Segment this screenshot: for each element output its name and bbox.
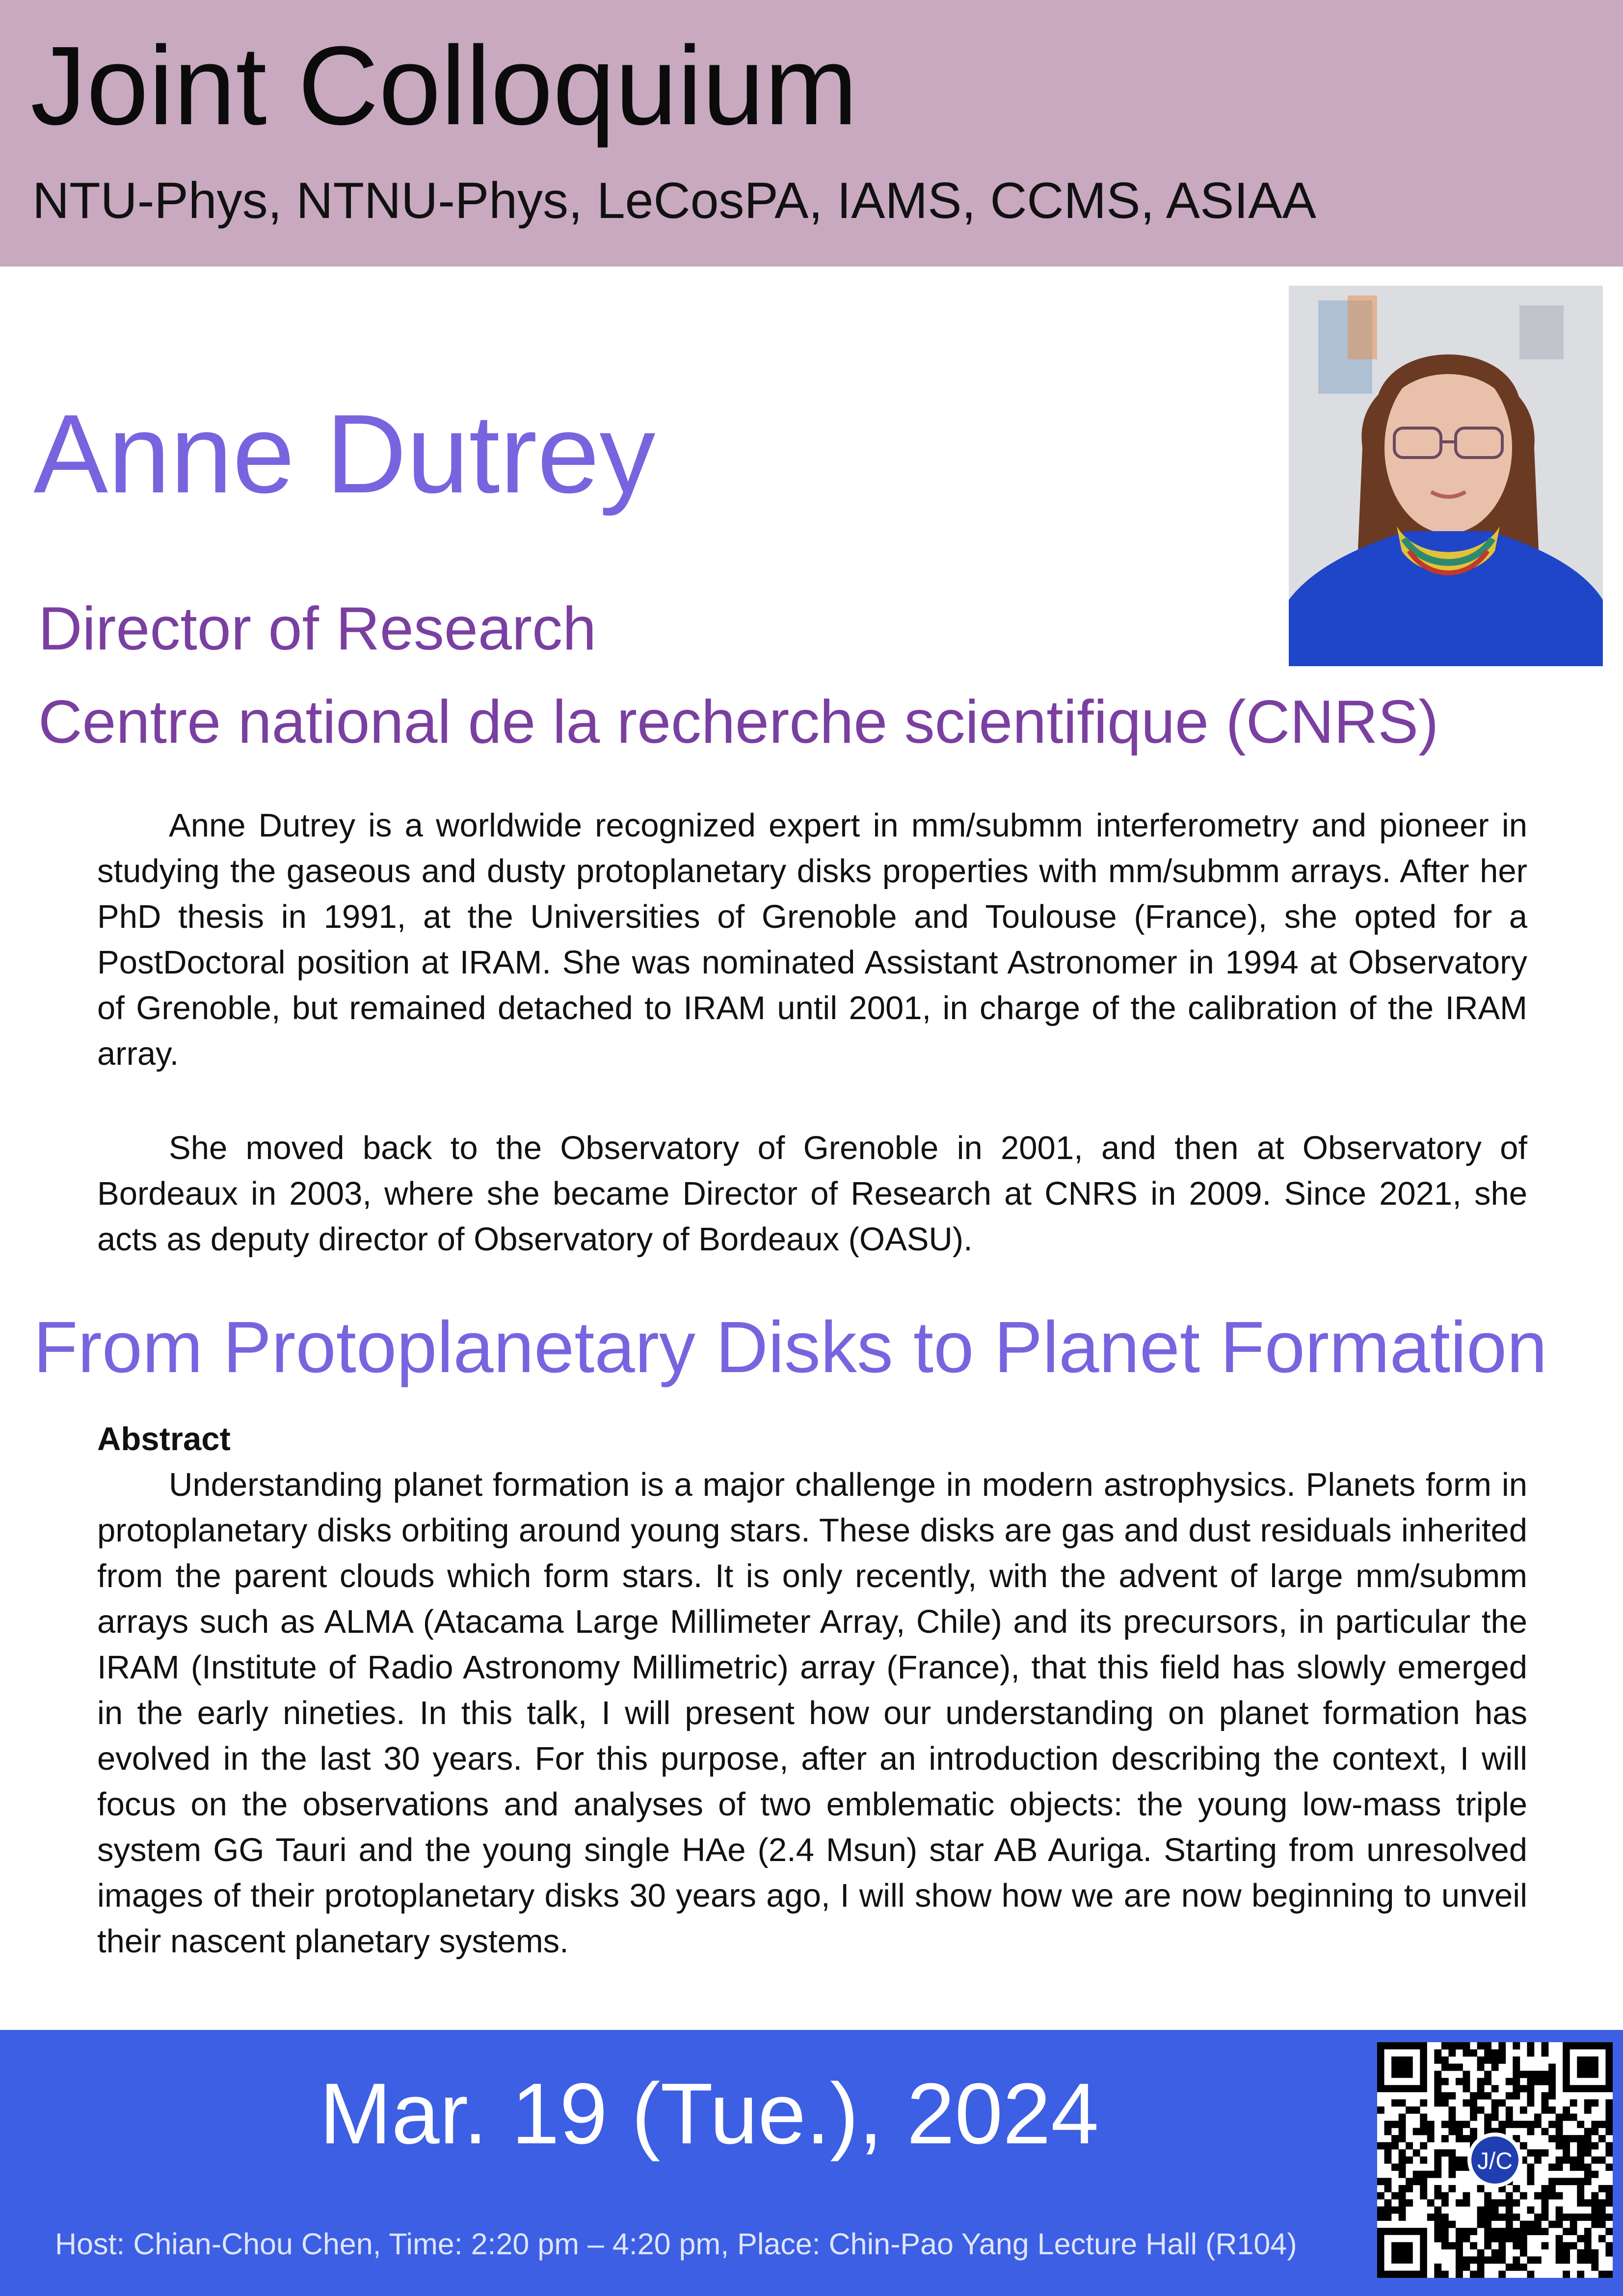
speaker-position: Director of Research — [38, 595, 597, 663]
event-date: Mar. 19 (Tue.), 2024 — [319, 2066, 1099, 2162]
abstract-text: Understanding planet formation is a major challenge in modern astrophysics. Planets form in protoplanetary disks orbiting around young stars. These disks are gas and dust residuals inherited from the parent clouds which form stars. It is only recently, with the advent of large mm/submm arrays such as ALMA (Atacama Large Millimeter Array, Chile) and its precursors, in particular the IRAM (Institute of Radio Astronomy Millimetric) array (France), that this field has slowly emerged in the early nineties. In this talk, I will present how our understanding on planet formation has evolved in the last 30 years. For this purpose, after an introduction describing the context, I will focus on the observations and analyses of two emblematic objects: the young low-mass triple system GG Tauri and the young single HAe (2.4 Msun) star AB Auriga. Starting from unresolved images of their protoplanetary disks 30 years ago, I will show how we are now beginning to unveil their nascent planetary systems. — [97, 1466, 1527, 1960]
talk-title: From Protoplanetary Disks to Planet Formation — [33, 1307, 1547, 1388]
bio-paragraph: She moved back to the Observatory of Grenoble in 2001, and then at Observatory of Bordeaux in 2003, where she became Director of Research at CNRS in 2009. Since 2021, she acts as deputy director of Observatory of Bordeaux (OASU). — [97, 1130, 1527, 1258]
abstract-heading: Abstract — [97, 1421, 231, 1458]
page-title: Joint Colloquium — [30, 24, 858, 148]
bio-paragraph: Anne Dutrey is a worldwide recognized expert in mm/submm interferometry and pioneer in studying the gaseous and dusty protoplanetary disks properties with mm/submm arrays. After her PhD thesis in 1991, at the Universities of Grenoble and Toulouse (France), she opted for a PostDoctoral position at IRAM. She was nominated Assistant Astronomer in 1994 at Observatory of Grenoble, but remained detached to IRAM until 2001, in charge of the calibration of the IRAM array. — [97, 807, 1527, 1072]
speaker-institution: Centre national de la recherche scientifique (CNRS) — [38, 688, 1439, 756]
qr-code[interactable] — [1377, 2042, 1613, 2278]
organizers-list: NTU-Phys, NTNU-Phys, LeCosPA, IAMS, CCMS, ASIAA — [32, 172, 1316, 229]
qr-logo-text: J/C — [1477, 2148, 1513, 2174]
speaker-name: Anne Dutrey — [33, 392, 656, 516]
event-info: Host: Chian-Chou Chen, Time: 2:20 pm – 4:20 pm, Place: Chin-Pao Yang Lecture Hall (R104) — [55, 2227, 1297, 2261]
speaker-portrait — [1289, 286, 1603, 666]
qr-code-icon — [1377, 2042, 1613, 2278]
header-banner — [0, 0, 1623, 267]
speaker-photo — [1289, 286, 1603, 666]
